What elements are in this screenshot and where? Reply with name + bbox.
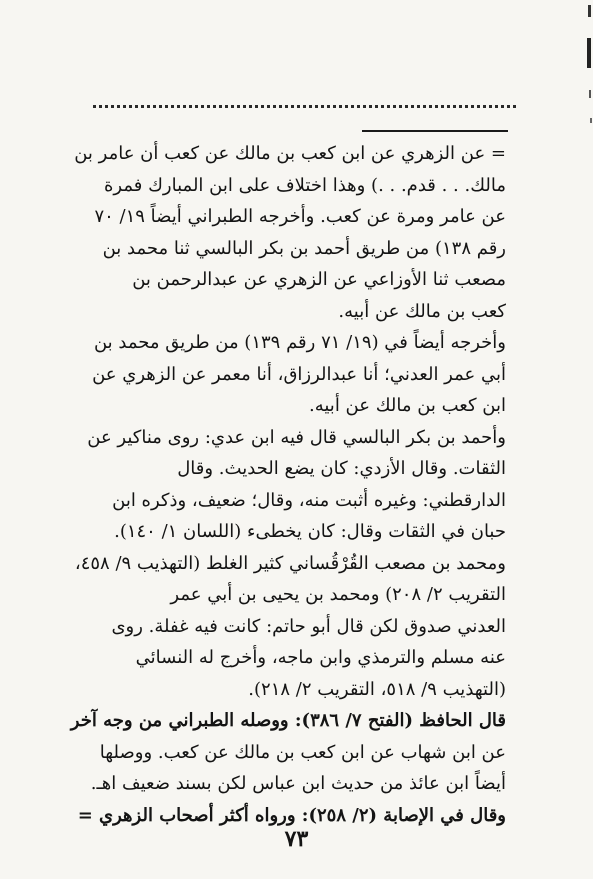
scan-edge-marks — [579, 0, 593, 150]
footnote-line: عنه مسلم والترمذي وابن ماجه، وأخرج له النسائي — [135, 647, 506, 668]
page-number: ٧٣ — [284, 826, 309, 852]
footnote-line: قال الحافظ (الفتح ٧/ ٣٨٦): ووصله الطبراني من وجه آخر — [70, 710, 506, 731]
footnote-line: وقال في الإصابة (٢/ ٢٥٨): ورواه أكثر أصحاب الزهري = — [77, 804, 506, 826]
footnote-line: مصعب ثنا الأوزاعي عن الزهري عن عبدالرحمن بن — [132, 269, 506, 290]
footnote-text-column — [70, 138, 506, 831]
footnote-line: ابن كعب بن مالك عن أبيه. — [309, 395, 506, 416]
footnote-line: أبي عمر العدني؛ أنا عبدالرزاق، أنا معمر عن الزهري عن — [92, 363, 506, 385]
footnote-line: رقم ١٣٨) من طريق أحمد بن بكر البالسي ثنا محمد بن — [102, 237, 506, 259]
footnote-line: حبان في الثقات وقال: كان يخطىء (اللسان ١/ ١٤٠). — [114, 521, 506, 542]
footnote-line: وأحمد بن بكر البالسي قال فيه ابن عدي: روى مناكير عن — [87, 426, 506, 448]
footnote-line: (التهذيب ٩/ ٥١٨، التقريب ٢/ ٢١٨). — [248, 678, 506, 700]
footnote-line: التقريب ٢/ ٢٠٨) ومحمد بن يحيى بن أبي عمر — [170, 584, 506, 605]
footnote-line: = عن الزهري عن ابن كعب بن مالك عن كعب أن عامر بن — [74, 143, 506, 164]
footnote-line: عن ابن شهاب عن ابن كعب بن مالك عن كعب. ووصلها — [99, 741, 506, 763]
footnote-line: مالك. . . قدم. . .) وهذا اختلاف على ابن المبارك فمرة — [104, 174, 506, 196]
footnote-line: وأخرجه أيضاً في (١٩/ ٧١ رقم ١٣٩) من طريق محمد بن — [93, 332, 506, 353]
footnote-line: الدارقطني: وغيره أثبت منه، وقال؛ ضعيف، وذكره ابن — [112, 489, 506, 511]
footnote-separator-rule — [362, 130, 508, 132]
footnote-line: أيضاً ابن عائذ من حديث ابن عباس لكن بسند ضعيف اهـ. — [90, 773, 506, 794]
footnote-line: الثقات. وقال الأزدي: كان يضع الحديث. وقال — [177, 458, 506, 479]
footnote-line: ومحمد بن مصعب القُرْقُساني كثير الغلط (التهذيب ٩/ ٤٥٨، — [74, 552, 506, 574]
footnote-line: عن عامر ومرة عن كعب. وأخرجه الطبراني أيضاً ١٩/ ٧٠ — [94, 206, 506, 227]
footnote-line: العدني صدوق لكن قال أبو حاتم: كانت فيه غفلة. روى — [111, 615, 506, 637]
header-dotted-rule — [93, 105, 516, 108]
footnote-line: كعب بن مالك عن أبيه. — [338, 300, 506, 322]
